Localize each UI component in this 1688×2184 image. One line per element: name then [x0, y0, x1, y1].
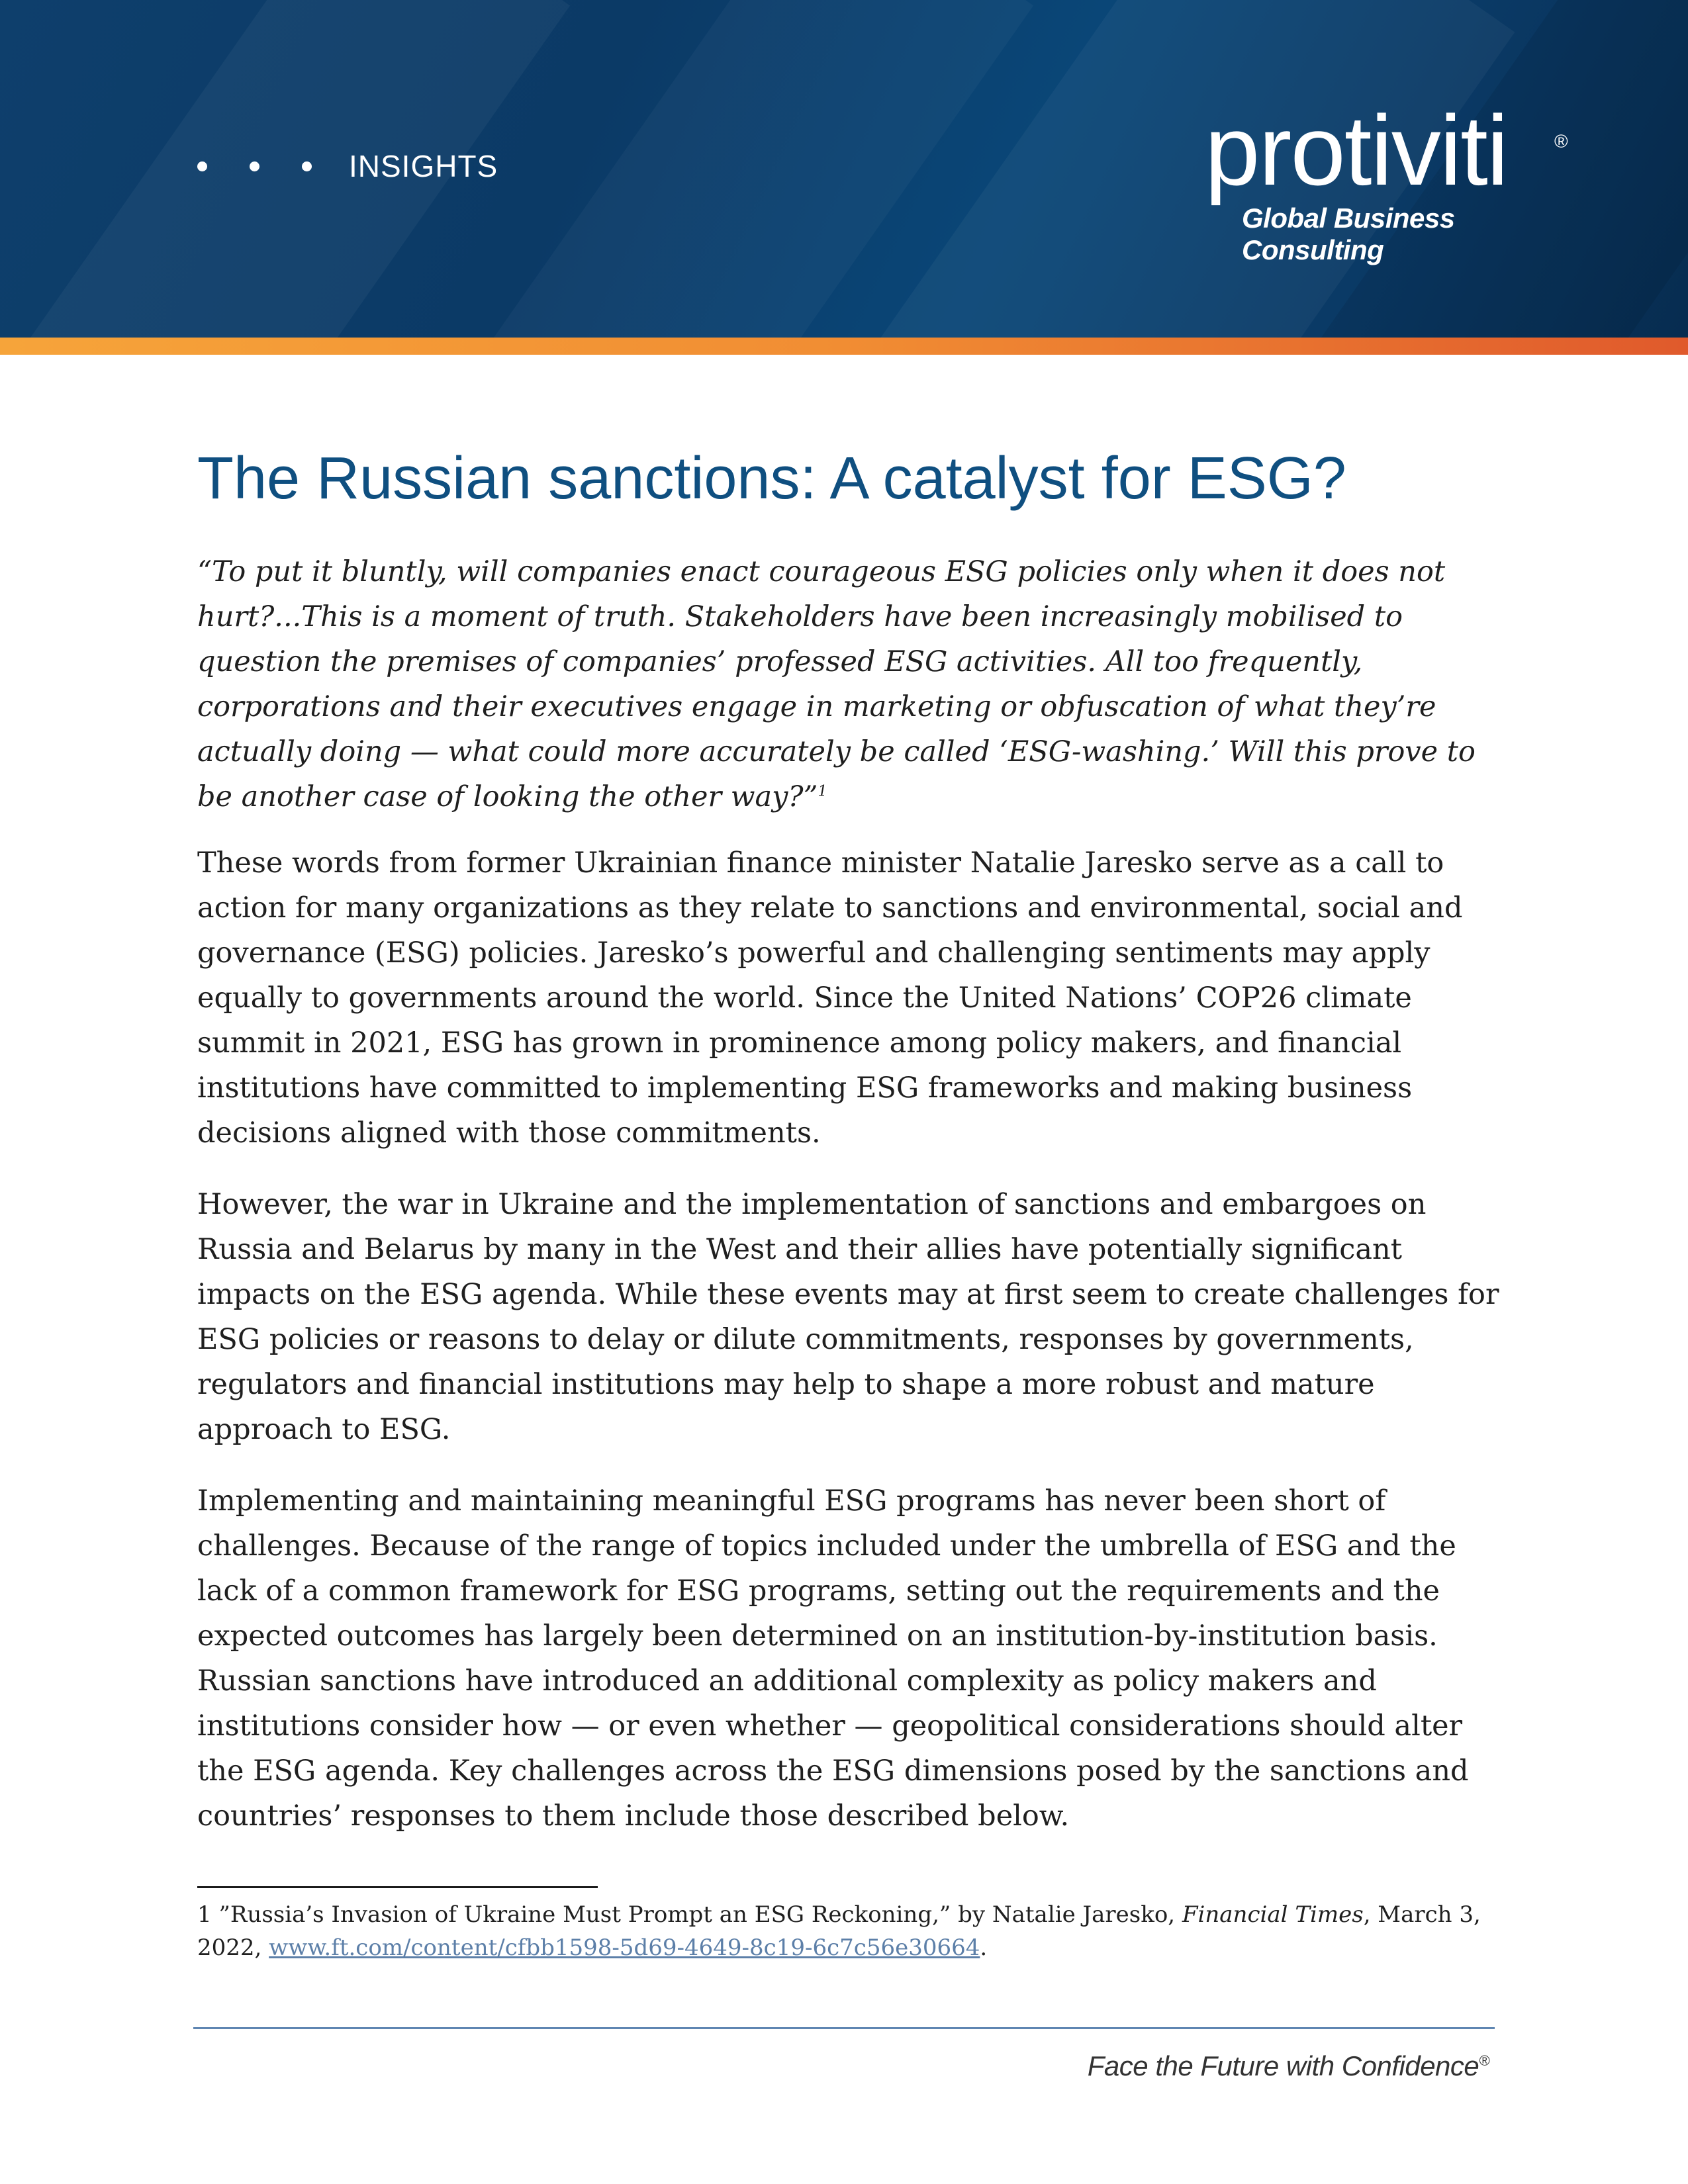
footnote-text-start: 1 ”Russia’s Invasion of Ukraine Must Prompt an ESG Reckoning,” by Natalie Jaresko,: [197, 1901, 1182, 1928]
footnote-link[interactable]: www.ft.com/content/cfbb1598-5d69-4649-8c19-6c7c56e30664: [269, 1934, 980, 1961]
header-accent-bar: [0, 338, 1688, 355]
tagline-registered-mark: ®: [1479, 2052, 1489, 2069]
logo-tagline: Global Business Consulting: [1242, 203, 1455, 265]
section-label: INSIGHTS: [349, 149, 498, 183]
paragraph-3: Implementing and maintaining meaningful ESG programs has never been short of challenges. Because of the range of topics included under the umbrella of ESG and the lack of a common framework for ESG programs, setting out the requirements and the expected outcomes has largely been determined on an institution-by-institution basis. Russian sanctions have introduced an additional complexity as policy makers and institutions consider how — or even whether — geopolitical considerations should alter the ESG agenda. Key challenges across the ESG dimensions posed by the sanctions and countries’ responses to them include those described below.: [197, 1484, 1469, 1833]
footnote-ref[interactable]: 1: [818, 783, 827, 800]
page-title: The Russian sanctions: A catalyst for ESG?: [197, 445, 1346, 512]
footer-tagline: [1088, 2050, 1489, 2082]
logo-wordmark: protiviti: [1205, 95, 1508, 206]
header-banner: [0, 0, 1688, 338]
bullet-dot-icon: [250, 161, 259, 171]
footnote-text-mid: , March 3, 2022,: [197, 1901, 1481, 1961]
quote-text: “To put it bluntly, will companies enact courageous ESG policies only when it does not hurt?...This is a moment of truth. Stakeholders have been increasingly mobilised to question the premises of companies’ professed ESG activities. All too frequently, corporations and their executives engage in marketing or obfuscation of what they’re actually doing — what could more accurately be called ‘ESG-washing.’ Will this prove to be another case of looking the other way?”: [197, 555, 1476, 813]
bullet-dot-icon: [197, 161, 207, 171]
footnote-end: .: [980, 1934, 988, 1961]
footnote-source: Financial Times: [1182, 1901, 1364, 1928]
protiviti-logo: [1205, 95, 1575, 266]
insights-label-group: [197, 148, 498, 184]
article-body: [197, 549, 1508, 1865]
logo-registered-mark: ®: [1554, 131, 1568, 152]
footnote: [197, 1898, 1508, 1964]
paragraph-2: However, the war in Ukraine and the implementation of sanctions and embargoes on Russia and Belarus by many in the West and their allies have potentially significant impacts on the ESG agenda. While these events may at first seem to create challenges for ESG policies or reasons to delay or dilute commitments, responses by governments, regulators and financial institutions may help to shape a more robust and mature approach to ESG.: [197, 1188, 1499, 1446]
footnote-divider: [197, 1886, 598, 1888]
paragraph-1: These words from former Ukrainian finance minister Natalie Jaresko serve as a call to action for many organizations as they relate to sanctions and environmental, social and governance (ESG) policies. Jaresko’s powerful and challenging sentiments may apply equally to governments around the world. Since the United Nations’ COP26 climate summit in 2021, ESG has grown in prominence among policy makers, and financial institutions have committed to implementing ESG frameworks and making business decisions aligned with those commitments.: [197, 846, 1463, 1150]
opening-quote: [197, 549, 1508, 819]
footer-divider: [193, 2027, 1495, 2029]
tagline-text: Face the Future with Confidence: [1087, 2050, 1479, 2081]
bullet-dot-icon: [302, 161, 312, 171]
